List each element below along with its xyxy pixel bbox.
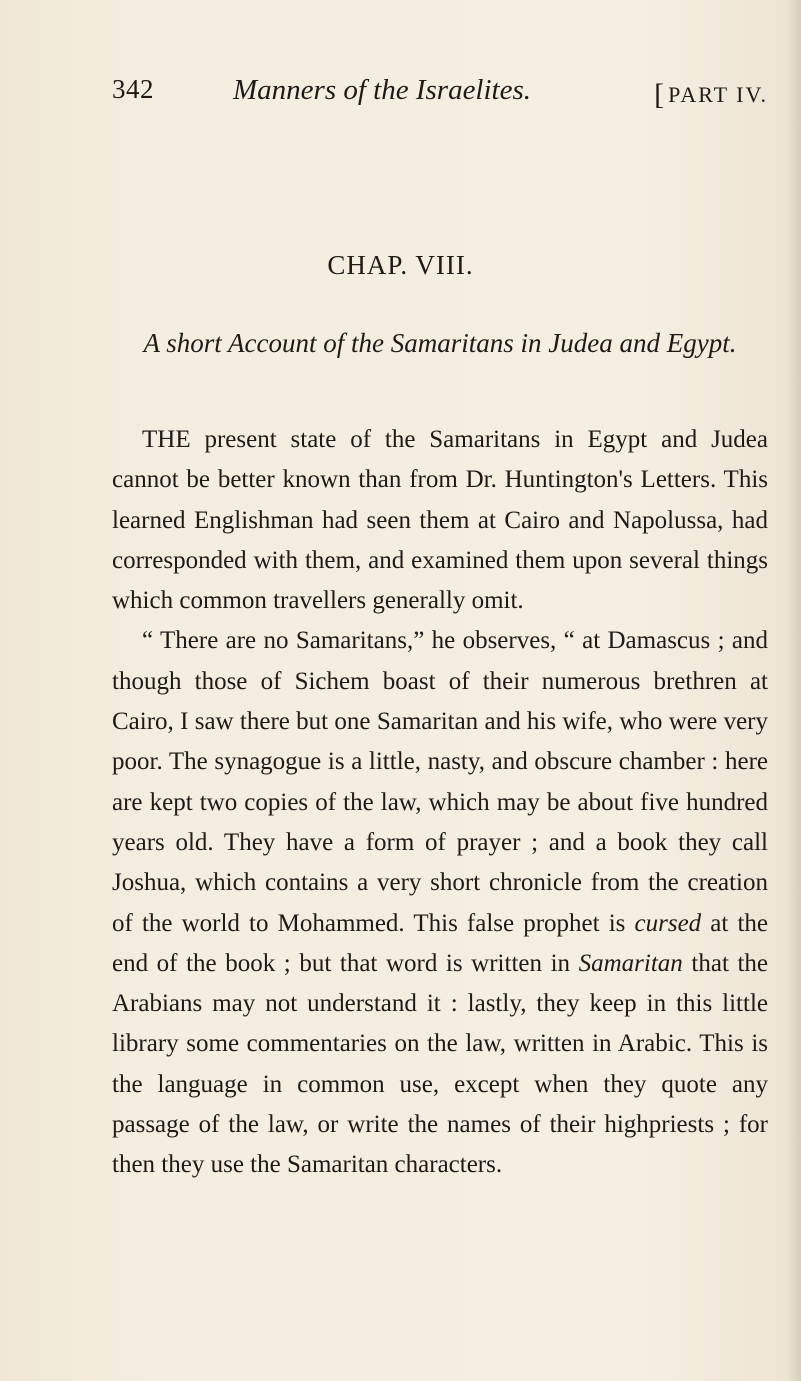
- running-head: [112, 74, 768, 114]
- emphasis-samaritan: Samaritan: [578, 949, 683, 977]
- paragraph-2-part-a: “ There are no Samaritans,” he observes, “ at Damascus ; and though those of Sichem boast of their numerous brethren at Cairo, I saw there but one Samaritan and his wife, who were very poor. The synagogue is a little, nasty, and obscure chamber : here are kept two copies of the law, which may be about five hundred years old. They have a form of prayer ; and a book they call Joshua, which contains a very short chronicle from the creation of the world to Mohammed. This false prophet is: [112, 627, 768, 937]
- part-label-text: PART IV.: [668, 82, 768, 107]
- paragraph-1: THE present state of the Samaritans in Egypt and Judea cannot be better known than from Dr. Huntington's Letters. This learned Englishman had seen them at Cairo and Napolussa, had corresponded with them, and examined them upon several things which common travellers generally omit.: [112, 426, 768, 615]
- running-title: Manners of the Israelites.: [233, 74, 532, 106]
- page-number: 342: [112, 74, 154, 104]
- body-text: [112, 420, 768, 1186]
- part-bracket: [: [654, 78, 667, 111]
- paragraph-2: [112, 621, 768, 1185]
- paragraph-2-part-b: at the end of the book ; but that word is written in: [112, 909, 769, 977]
- page-edge-shadow: [787, 0, 801, 1381]
- paragraph-2-part-c: that the Arabians may not understand it : lastly, they keep in this little library some commentaries on the law, written in Arabic. This is the language in common use, except when they quote any passage of the law, or write the names of their highpriests ; for then they use the Samaritan characters.: [112, 949, 769, 1179]
- emphasis-cursed: cursed: [634, 909, 702, 937]
- chapter-heading: CHAP. VIII.: [327, 250, 474, 280]
- part-label: [654, 76, 768, 110]
- chapter-subtitle: A short Account of the Samaritans in Judea and Egypt.: [143, 328, 737, 358]
